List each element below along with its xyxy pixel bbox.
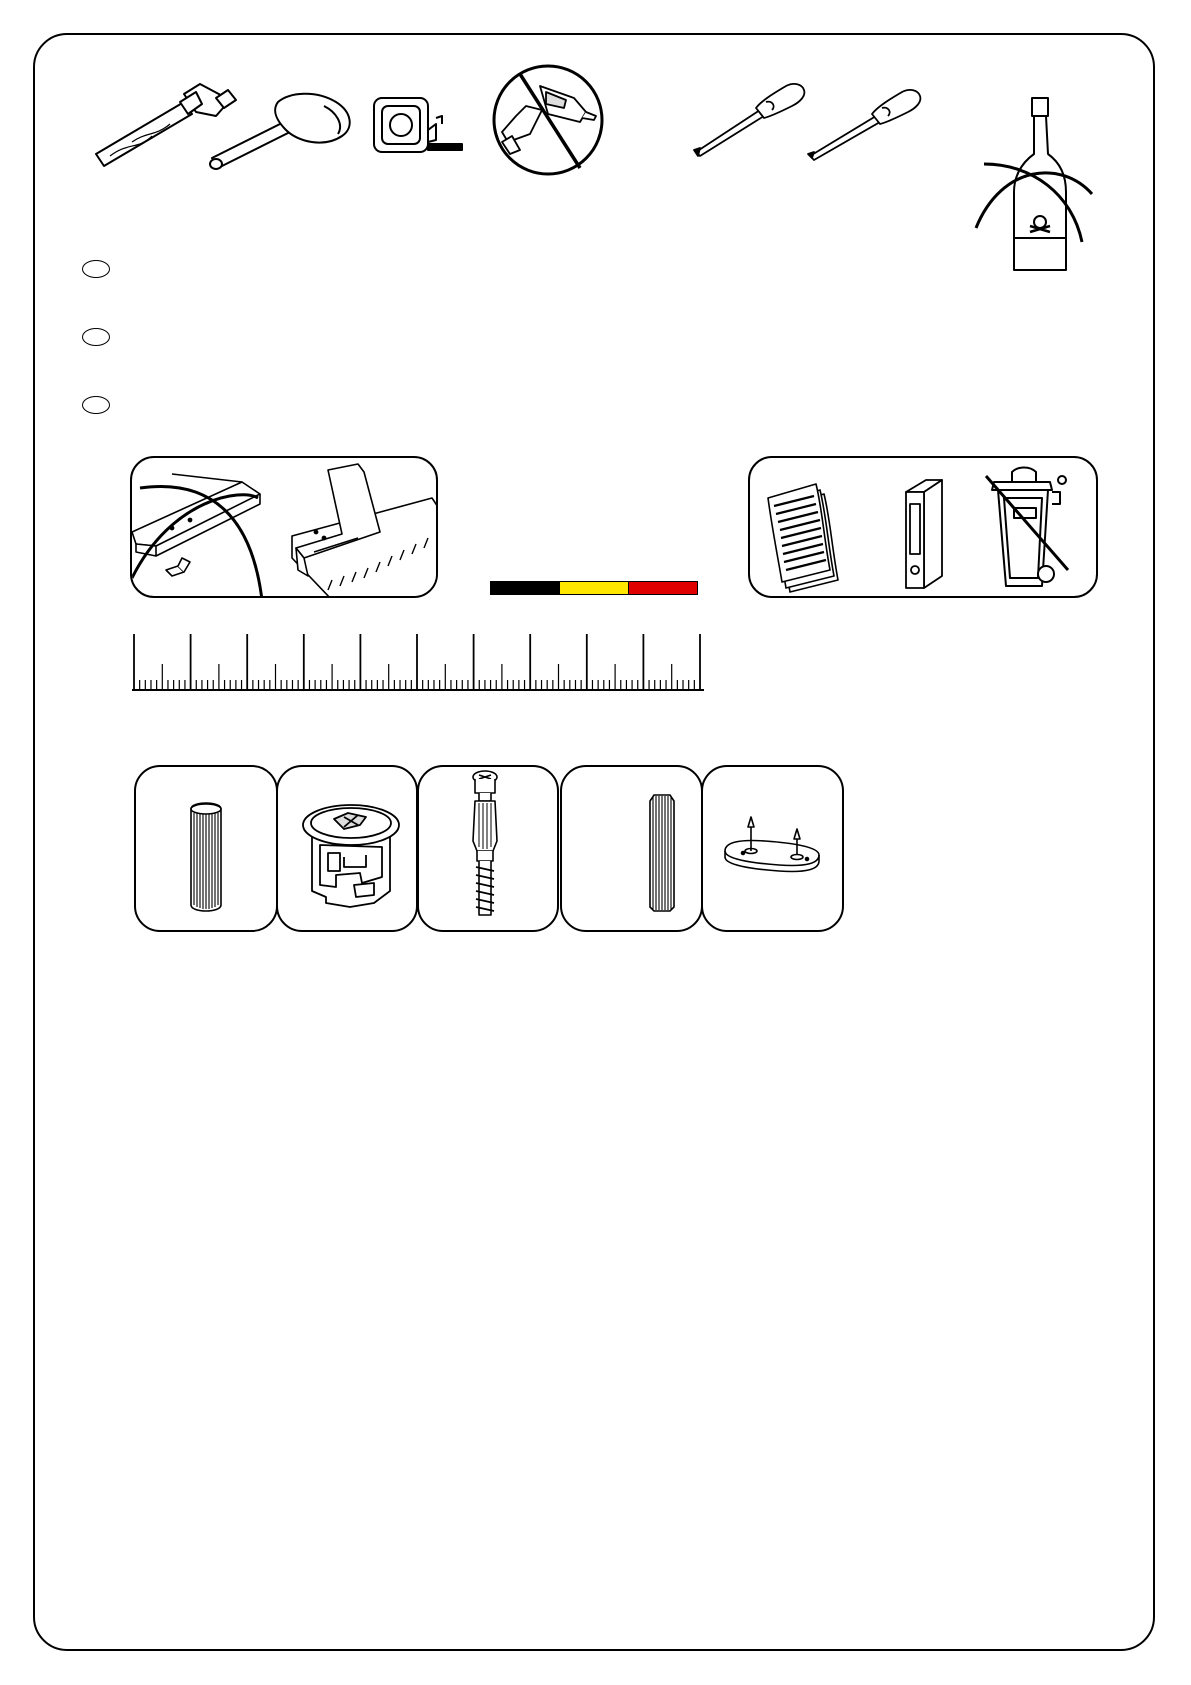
hardware-card-long-dowel — [560, 765, 703, 932]
poison-bottle-icon — [972, 94, 1094, 274]
binder-icon — [906, 480, 942, 588]
flag-bar — [490, 581, 698, 595]
panel-on-floor-icon — [132, 474, 260, 576]
flag-stripe-black — [491, 582, 559, 594]
hardware-card-dowel — [134, 765, 278, 932]
cam-bolt-icon — [419, 767, 557, 930]
flag-stripe-red — [628, 582, 697, 594]
recycle-bin-icon — [986, 468, 1068, 587]
panel-on-mat-icon — [292, 464, 438, 598]
shelf-support-pin-icon — [703, 767, 842, 930]
long-dowel-icon — [562, 767, 701, 930]
language-bubble-icon — [82, 328, 110, 346]
protect-floor-panel — [130, 456, 438, 598]
keep-documents-panel — [748, 456, 1098, 598]
cam-lock-icon — [278, 767, 416, 930]
language-bubble-icon — [82, 396, 110, 414]
hardware-card-support-pin — [701, 765, 844, 932]
flag-stripe-yellow — [559, 582, 628, 594]
phillips-screwdriver-icon — [690, 78, 810, 158]
hardware-card-cam-bolt — [417, 765, 559, 932]
wooden-dowel-icon — [136, 767, 276, 930]
instruction-sheets-icon — [768, 484, 838, 592]
hardware-card-cam-lock — [276, 765, 418, 932]
rubber-mallet-icon — [206, 88, 356, 174]
ruler-scale — [132, 632, 704, 696]
language-bubble-icon — [82, 260, 110, 278]
power-drill-icon — [490, 62, 606, 178]
flathead-screwdriver-icon — [806, 86, 924, 162]
tape-measure-icon — [370, 94, 466, 158]
